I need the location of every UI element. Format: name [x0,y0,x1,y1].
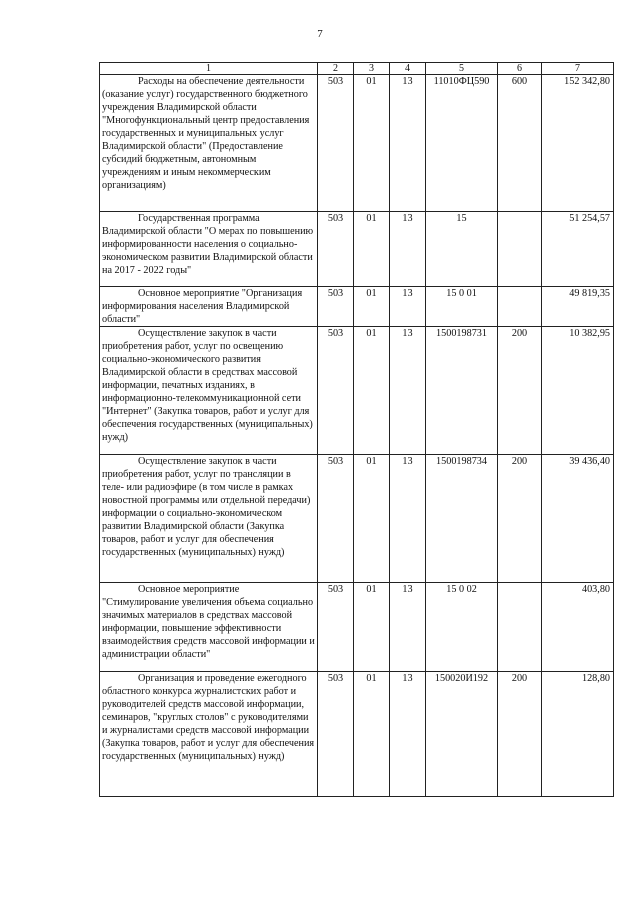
section-code-cell: 01 [354,327,390,455]
amount-cell: 403,80 [542,583,614,672]
table-row [100,212,614,287]
column-header: 2 [318,63,354,75]
column-header: 7 [542,63,614,75]
page-number: 7 [317,28,323,40]
expense-name-cell [100,75,318,212]
section-code-cell: 01 [354,212,390,287]
subsection-code-cell: 13 [390,327,426,455]
expense-name-cell [100,212,318,287]
ministry-code-cell: 503 [318,287,354,327]
subsection-code-cell: 13 [390,672,426,797]
amount-cell: 128,80 [542,672,614,797]
table-row [100,672,614,797]
expense-name: Основное мероприятие "Организация информирования населения Владимирской области" [102,288,303,325]
expense-type-cell [498,287,542,327]
expense-name-cell [100,583,318,672]
expense-type-cell: 200 [498,672,542,797]
ministry-code-cell: 503 [318,327,354,455]
table-row [100,455,614,583]
ministry-code-cell: 503 [318,212,354,287]
expense-name: Расходы на обеспечение деятельности (оказание услуг) государственного бюджетного учреждения Владимирской области "Многофункциональный центр предоставления государственных и муниципальных услуг Владимирской области" (Предоставление субсидий бюджетным, автономным учреждениям и иным некоммерческим организациям) [102,76,310,191]
section-code-cell: 01 [354,455,390,583]
ministry-code-cell: 503 [318,75,354,212]
subsection-code-cell: 13 [390,287,426,327]
table-row [100,583,614,672]
amount-cell: 51 254,57 [542,212,614,287]
column-header: 1 [100,63,318,75]
expense-name-cell [100,455,318,583]
target-article-cell: 15 0 02 [426,583,498,672]
table-header-row [100,63,614,75]
subsection-code-cell: 13 [390,75,426,212]
section-code-cell: 01 [354,287,390,327]
amount-cell: 49 819,35 [542,287,614,327]
expense-type-cell [498,583,542,672]
target-article-cell: 11010ФЦ590 [426,75,498,212]
expense-type-cell: 200 [498,455,542,583]
expense-name: Организация и проведение ежегодного областного конкурса журналистских работ и руководителей средств массовой информации, семинаров, "круглых столов" с руководителями и журналистами средств массовой информации (Закупка товаров, работ и услуг для обеспечения государственных (муниципальных) нужд) [102,673,315,762]
section-code-cell: 01 [354,672,390,797]
target-article-cell: 15 0 01 [426,287,498,327]
target-article-cell: 1500198734 [426,455,498,583]
target-article-cell: 15 [426,212,498,287]
expense-name: Государственная программа Владимирской области "О мерах по повышению информированности населения о социально-экономическом развитии Владимирской области на 2017 - 2022 годы" [102,213,314,276]
expense-name: Осуществление закупок в части приобретения работ, услуг по освещению социально-экономического развития Владимирской области в средствах массовой информации, печатных изданиях, в информационно-телекоммуникационной сети "Интернет" (Закупка товаров, работ и услуг для обеспечения государственных (муниципальных) нужд) [102,328,313,443]
target-article-cell: 1500198731 [426,327,498,455]
expense-type-cell [498,212,542,287]
table-row [100,327,614,455]
column-header: 6 [498,63,542,75]
ministry-code-cell: 503 [318,672,354,797]
expense-type-cell: 200 [498,327,542,455]
amount-cell: 10 382,95 [542,327,614,455]
section-code-cell: 01 [354,583,390,672]
expense-name: Осуществление закупок в части приобретения работ, услуг по трансляции в теле- или радиоэфире (в том числе в рамках новостной программы или отдельной передачи) информации о социально-экономическом развитии Владимирской области (Закупка товаров, работ и услуг для обеспечения государственных (муниципальных) нужд) [102,456,311,558]
expense-name: Основное мероприятие "Стимулирование увеличения объема социально значимых материалов в средствах массовой информации, повышение эффективности взаимодействия средств массовой информации и администрации области" [102,584,315,660]
table-row [100,287,614,327]
amount-cell: 152 342,80 [542,75,614,212]
ministry-code-cell: 503 [318,583,354,672]
expense-name-cell [100,327,318,455]
column-header: 3 [354,63,390,75]
expense-name-cell [100,672,318,797]
subsection-code-cell: 13 [390,455,426,583]
expense-type-cell: 600 [498,75,542,212]
budget-table [99,62,614,797]
subsection-code-cell: 13 [390,212,426,287]
amount-cell: 39 436,40 [542,455,614,583]
table-row [100,75,614,212]
column-header: 5 [426,63,498,75]
column-header: 4 [390,63,426,75]
target-article-cell: 150020И192 [426,672,498,797]
subsection-code-cell: 13 [390,583,426,672]
expense-name-cell [100,287,318,327]
ministry-code-cell: 503 [318,455,354,583]
section-code-cell: 01 [354,75,390,212]
